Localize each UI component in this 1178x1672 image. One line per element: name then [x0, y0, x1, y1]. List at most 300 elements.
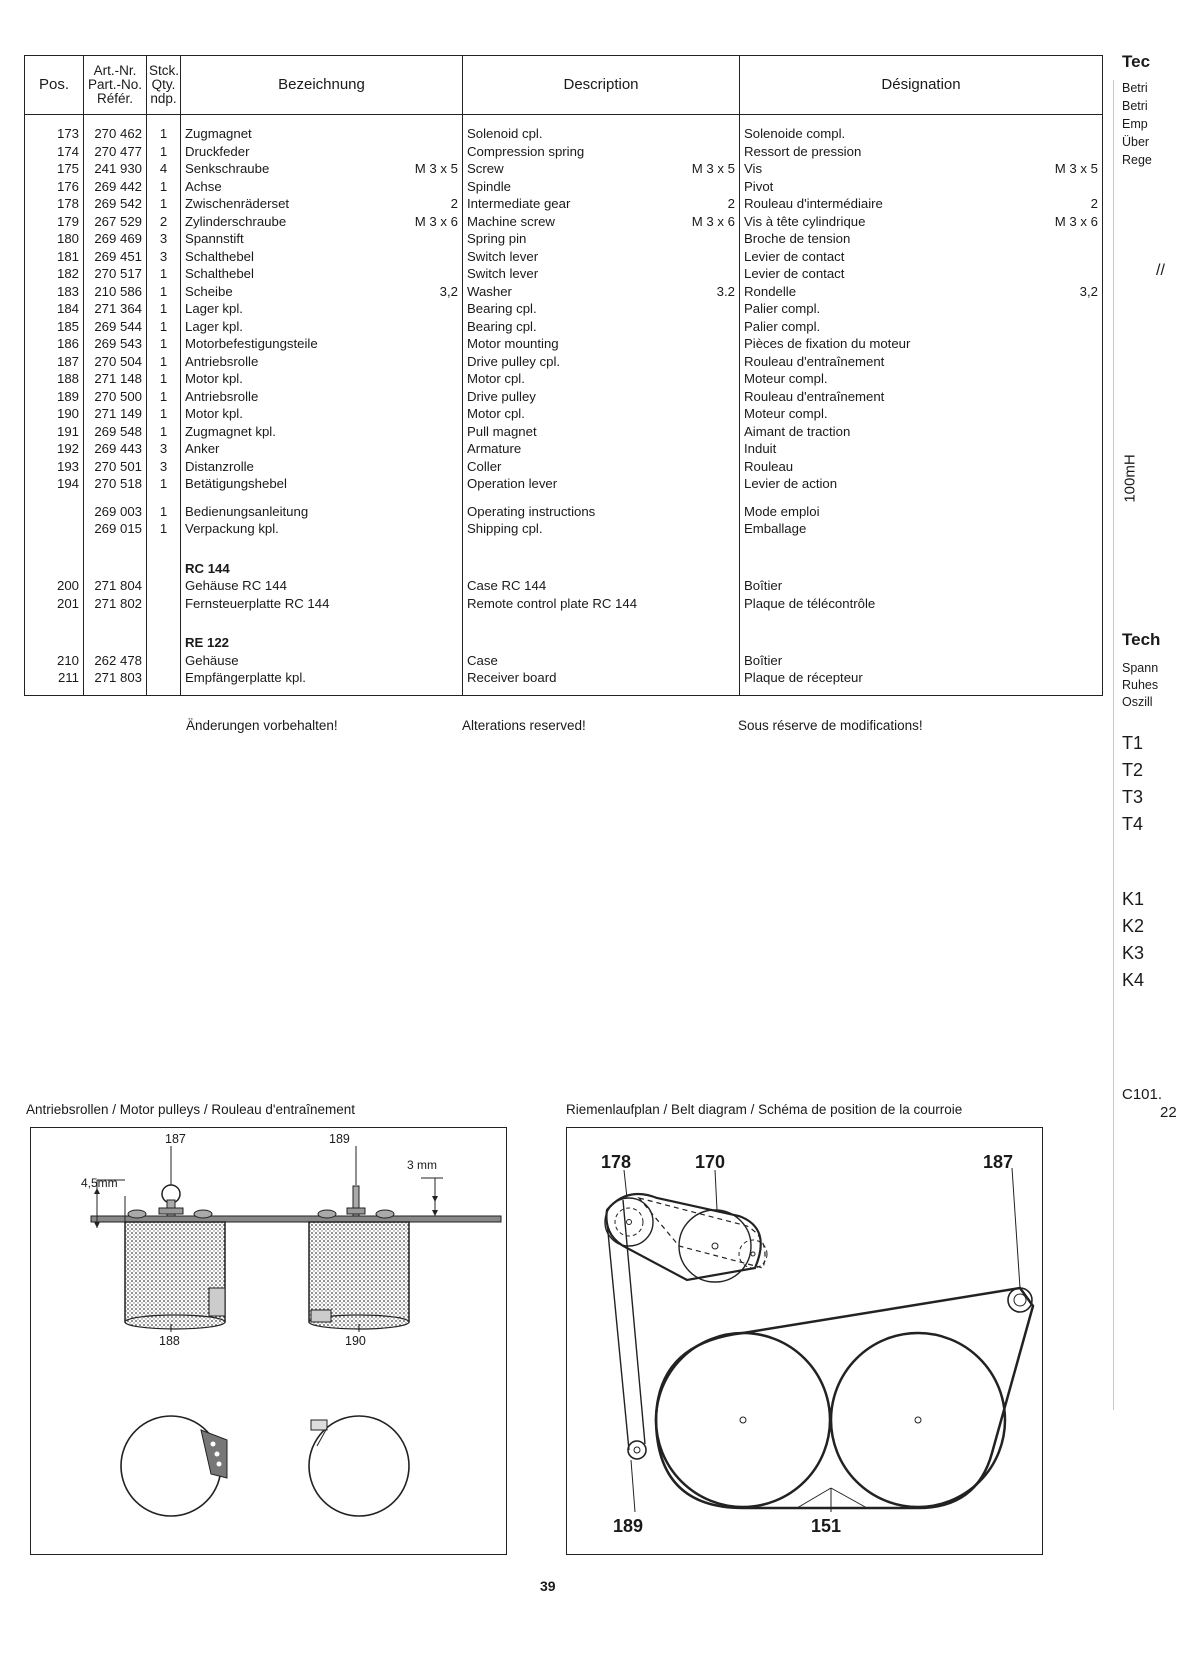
spacer-cell — [25, 538, 84, 560]
cell-designation-text: Moteur compl. — [744, 371, 828, 386]
strip-cap-label: C101. — [1122, 1086, 1163, 1103]
strip-heading-2: Tech — [1122, 630, 1161, 649]
spacer-cell — [740, 538, 1103, 560]
table-row — [25, 335, 1103, 353]
spacer-cell — [147, 115, 181, 126]
cell-bezeichnung-text: Motor kpl. — [185, 406, 243, 421]
table-row — [25, 595, 1103, 613]
cell-description-text: Drive pulley — [467, 388, 536, 404]
cell-qty — [147, 669, 181, 687]
cell-bezeichnung-spec: 3,2 — [439, 283, 458, 299]
strip-transistor: T1 — [1122, 733, 1144, 753]
cell-bezeichnung — [181, 318, 463, 336]
cell-designation — [740, 475, 1103, 493]
cell-designation — [740, 143, 1103, 161]
cell-qty: 1 — [147, 300, 181, 318]
cell-pos: 193 — [25, 458, 84, 476]
table-row — [25, 440, 1103, 458]
cell-description-spec: 3.2 — [716, 283, 735, 299]
cell-bezeichnung-text: Lager kpl. — [185, 301, 243, 316]
cell-designation: Mode emploi — [740, 503, 1103, 521]
cell-bezeichnung — [181, 440, 463, 458]
table-row — [25, 213, 1103, 231]
header-qty: Stck. Qty. ndp. — [147, 56, 181, 115]
cell-bezeichnung-text: Anker — [185, 441, 220, 456]
cell-art-nr: 269 451 — [84, 248, 147, 266]
cell-designation: Boîtier — [740, 577, 1103, 595]
cell-bezeichnung-text: Zugmagnet kpl. — [185, 423, 276, 439]
cell-pos: 184 — [25, 300, 84, 318]
header-art-nr: Art.-Nr. Part.-No. Référ. — [84, 56, 147, 115]
strip-line: Betri — [1122, 99, 1148, 113]
spacer-cell — [147, 538, 181, 560]
strip-line: Ruhes — [1122, 678, 1159, 692]
cell-pos: 183 — [25, 283, 84, 301]
strip-relay: K2 — [1122, 916, 1145, 936]
cell-bezeichnung — [181, 195, 463, 213]
reel-left — [656, 1333, 830, 1507]
cell-designation — [740, 248, 1103, 266]
table-row — [25, 475, 1103, 493]
cell-description-text: Screw — [467, 161, 504, 176]
cell-pos: 178 — [25, 195, 84, 213]
header-description: Description — [463, 56, 740, 115]
table-row — [25, 265, 1103, 283]
table-spacer-row — [25, 538, 1103, 560]
cell-bezeichnung-text: Distanzrolle — [185, 458, 254, 474]
empty-cell — [740, 634, 1103, 652]
cell-pos: 185 — [25, 318, 84, 336]
strip-transistor: T4 — [1122, 814, 1144, 834]
note-en: Alterations reserved! — [462, 718, 586, 733]
cell-pos: 192 — [25, 440, 84, 458]
cell-art-nr: 269 542 — [84, 195, 147, 213]
cell-description: Receiver board — [463, 669, 740, 687]
cell-qty — [147, 595, 181, 613]
cell-art-nr: 270 477 — [84, 143, 147, 161]
spacer-cell — [84, 687, 147, 696]
cell-art-nr: 269 469 — [84, 230, 147, 248]
cell-description-text: Bearing cpl. — [467, 318, 537, 334]
cell-qty: 1 — [147, 335, 181, 353]
strip-mark: // — [1156, 262, 1165, 279]
cell-art-nr: 271 149 — [84, 405, 147, 423]
cell-qty: 1 — [147, 423, 181, 441]
cell-bezeichnung — [181, 300, 463, 318]
cell-description-text: Pull magnet — [467, 423, 537, 439]
table-row — [25, 503, 1103, 521]
spacer-cell — [740, 687, 1103, 696]
table-row — [25, 195, 1103, 213]
empty-cell — [25, 560, 84, 578]
cell-description-text: Drive pulley cpl. — [467, 353, 561, 369]
dim-label-right: 3 mm — [407, 1158, 437, 1172]
cell-description — [463, 265, 740, 283]
cell-designation — [740, 388, 1103, 406]
cell-pos — [25, 503, 84, 521]
cell-bezeichnung-spec: 2 — [450, 196, 458, 211]
cell-art-nr: 262 478 — [84, 652, 147, 670]
cell-pos: 180 — [25, 230, 84, 248]
spacer-cell — [147, 493, 181, 503]
table-row — [25, 160, 1103, 178]
spacer-cell — [147, 612, 181, 634]
cell-description-text: Switch lever — [467, 248, 539, 264]
table-row — [25, 353, 1103, 371]
cell-description — [463, 335, 740, 353]
cell-description — [463, 178, 740, 196]
strip-line: Oszill — [1122, 695, 1153, 709]
cell-qty: 1 — [147, 405, 181, 423]
cell-art-nr: 270 500 — [84, 388, 147, 406]
table-row — [25, 178, 1103, 196]
group-title-row — [25, 634, 1103, 652]
belt-label-170: 170 — [695, 1152, 726, 1172]
table-row — [25, 248, 1103, 266]
cell-art-nr: 270 517 — [84, 265, 147, 283]
spacer-cell — [463, 115, 740, 126]
cell-designation-text: Levier de action — [744, 476, 838, 491]
cell-designation — [740, 213, 1103, 231]
cell-description: Remote control plate RC 144 — [463, 595, 740, 613]
group-title-row — [25, 560, 1103, 578]
cell-description — [463, 195, 740, 213]
strip-relay: K4 — [1122, 970, 1145, 990]
adjacent-page-strip — [1122, 0, 1178, 1672]
spacer-cell — [181, 115, 463, 126]
spacer-cell — [84, 493, 147, 503]
fig-pulleys-title: Antriebsrollen / Motor pulleys / Rouleau d'entraînement — [26, 1102, 356, 1117]
cell-designation-text: Rouleau d'entraînement — [744, 353, 885, 369]
label-189: 189 — [329, 1132, 350, 1146]
cell-qty: 1 — [147, 475, 181, 493]
cell-designation-text: Aimant de traction — [744, 423, 851, 439]
group-title: RE 122 — [181, 634, 463, 652]
cell-qty: 1 — [147, 370, 181, 388]
spacer-cell — [181, 612, 463, 634]
cell-bezeichnung-text: Lager kpl. — [185, 318, 243, 334]
cell-designation-text: Rouleau d'entraînement — [744, 388, 885, 404]
cell-qty: 3 — [147, 440, 181, 458]
cell-description-text: Operation lever — [467, 476, 558, 491]
cell-qty: 2 — [147, 213, 181, 231]
cell-bezeichnung — [181, 370, 463, 388]
cell-qty — [147, 577, 181, 595]
cell-bezeichnung-text: Spannstift — [185, 231, 244, 246]
spacer-cell — [181, 493, 463, 503]
group-title: RC 144 — [181, 560, 463, 578]
cell-designation-text: Levier de contact — [744, 266, 845, 281]
table-row — [25, 520, 1103, 538]
cell-designation — [740, 423, 1103, 441]
fig-belt-title: Riemenlaufplan / Belt diagram / Schéma de position de la courroie — [566, 1102, 963, 1117]
cell-art-nr: 270 504 — [84, 353, 147, 371]
cell-qty: 3 — [147, 248, 181, 266]
cell-art-nr: 269 544 — [84, 318, 147, 336]
label-188: 188 — [159, 1334, 180, 1348]
spacer-cell — [463, 687, 740, 696]
cell-pos: 174 — [25, 143, 84, 161]
cell-designation — [740, 335, 1103, 353]
cell-bezeichnung — [181, 335, 463, 353]
cell-art-nr: 271 148 — [84, 370, 147, 388]
cell-description — [463, 230, 740, 248]
table-row — [25, 669, 1103, 687]
table-row — [25, 405, 1103, 423]
cell-designation-text: Solenoide compl. — [744, 126, 846, 141]
mounting-plate — [91, 1216, 501, 1222]
header-bezeichnung: Bezeichnung — [181, 56, 463, 115]
cell-designation: Plaque de récepteur — [740, 669, 1103, 687]
strip-cap-value: 22 — [1160, 1104, 1177, 1121]
cell-bezeichnung — [181, 125, 463, 143]
cell-art-nr: 271 804 — [84, 577, 147, 595]
strip-transistor: T3 — [1122, 787, 1144, 807]
cell-description — [463, 423, 740, 441]
cell-bezeichnung-spec: M 3 x 6 — [414, 213, 458, 229]
spacer-cell — [740, 493, 1103, 503]
note-de: Änderungen vorbehalten! — [186, 718, 338, 733]
belt-label-151: 151 — [811, 1516, 842, 1536]
cell-art-nr: 271 802 — [84, 595, 147, 613]
cell-pos: 186 — [25, 335, 84, 353]
cell-bezeichnung: Gehäuse RC 144 — [181, 577, 463, 595]
cell-description-text: Machine screw — [467, 213, 555, 229]
cell-qty: 1 — [147, 125, 181, 143]
fig-belt-panel — [566, 1127, 1043, 1555]
cell-bezeichnung — [181, 265, 463, 283]
cell-pos — [25, 520, 84, 538]
strip-line: Emp — [1122, 117, 1148, 131]
main-belt — [656, 1288, 1033, 1508]
cell-designation-text: Vis à tête cylindrique — [744, 213, 866, 229]
cell-art-nr: 210 586 — [84, 283, 147, 301]
cell-designation-text: Induit — [744, 441, 777, 456]
cell-bezeichnung: Bedienungsanleitung — [181, 503, 463, 521]
cell-bezeichnung — [181, 388, 463, 406]
spacer-cell — [740, 115, 1103, 126]
cell-bezeichnung — [181, 230, 463, 248]
cell-bezeichnung — [181, 143, 463, 161]
leader-178 — [624, 1170, 627, 1198]
cell-designation-text: Levier de contact — [744, 248, 845, 264]
cell-bezeichnung-text: Antriebsrolle — [185, 388, 259, 404]
cell-designation — [740, 230, 1103, 248]
cell-bezeichnung: Fernsteuerplatte RC 144 — [181, 595, 463, 613]
cell-bezeichnung-text: Zylinderschraube — [185, 213, 287, 229]
cell-qty: 4 — [147, 160, 181, 178]
ring-right — [309, 1416, 409, 1516]
ring-left — [121, 1416, 227, 1516]
cell-bezeichnung-text: Schalthebel — [185, 248, 254, 264]
cell-bezeichnung-text: Motorbefestigungsteile — [185, 336, 318, 351]
cell-description — [463, 388, 740, 406]
cell-description — [463, 353, 740, 371]
table-row — [25, 143, 1103, 161]
cell-description-text: Bearing cpl. — [467, 301, 537, 316]
page-divider-line — [1113, 80, 1114, 1410]
cell-pos: 200 — [25, 577, 84, 595]
cell-pos: 173 — [25, 125, 84, 143]
cell-description — [463, 458, 740, 476]
cell-designation-text: Pièces de fixation du moteur — [744, 336, 911, 351]
cell-bezeichnung: Empfängerplatte kpl. — [181, 669, 463, 687]
spacer-cell — [84, 612, 147, 634]
cell-description-text: Spring pin — [467, 231, 527, 246]
cell-designation-spec: M 3 x 5 — [1054, 161, 1098, 176]
cell-qty: 3 — [147, 230, 181, 248]
table-spacer-row — [25, 612, 1103, 634]
cell-description-text: Coller — [467, 458, 502, 474]
table-row — [25, 125, 1103, 143]
dim-label-left: 4,5mm — [81, 1176, 118, 1190]
cell-description — [463, 248, 740, 266]
empty-cell — [25, 634, 84, 652]
cell-art-nr: 241 930 — [84, 160, 147, 178]
strip-transistor: T2 — [1122, 760, 1144, 780]
cell-bezeichnung — [181, 458, 463, 476]
cell-qty: 1 — [147, 195, 181, 213]
cell-art-nr: 269 543 — [84, 335, 147, 353]
cell-qty — [147, 652, 181, 670]
table-spacer-row — [25, 115, 1103, 126]
belt-label-178: 178 — [601, 1152, 632, 1172]
cell-pos: 201 — [25, 595, 84, 613]
cell-art-nr: 270 462 — [84, 125, 147, 143]
belt-drawing — [567, 1128, 1042, 1554]
spacer-cell — [84, 115, 147, 126]
cell-designation-text: Moteur compl. — [744, 406, 828, 421]
cell-designation-text: Rouleau d'intermédiaire — [744, 196, 883, 211]
cell-bezeichnung-text: Schalthebel — [185, 266, 254, 281]
cell-description-text: Compression spring — [467, 143, 585, 159]
cell-bezeichnung-text: Antriebsrolle — [185, 353, 259, 369]
pulleys-drawing — [31, 1128, 506, 1554]
cell-designation — [740, 353, 1103, 371]
cell-pos: 175 — [25, 160, 84, 178]
cell-art-nr: 269 548 — [84, 423, 147, 441]
table-header-row — [25, 56, 1103, 115]
table-row — [25, 300, 1103, 318]
cell-designation — [740, 405, 1103, 423]
empty-cell — [84, 634, 147, 652]
cell-pos: 179 — [25, 213, 84, 231]
cell-qty: 1 — [147, 353, 181, 371]
spacer-cell — [181, 687, 463, 696]
cell-designation — [740, 458, 1103, 476]
cell-description-spec: 2 — [727, 196, 735, 211]
label-187: 187 — [165, 1132, 186, 1146]
cell-designation — [740, 318, 1103, 336]
spacer-cell — [25, 115, 84, 126]
cell-description — [463, 440, 740, 458]
cell-description — [463, 125, 740, 143]
cell-description-text: Motor cpl. — [467, 406, 525, 421]
cell-description — [463, 405, 740, 423]
cell-bezeichnung — [181, 475, 463, 493]
cell-qty: 1 — [147, 520, 181, 538]
cell-pos: 190 — [25, 405, 84, 423]
cell-qty: 1 — [147, 318, 181, 336]
label-190: 190 — [345, 1334, 366, 1348]
cell-designation-spec: M 3 x 6 — [1054, 213, 1098, 229]
spacer-cell — [25, 612, 84, 634]
strip-inductor-label: 100mH — [1122, 454, 1139, 503]
cell-pos: 182 — [25, 265, 84, 283]
cell-bezeichnung — [181, 160, 463, 178]
gear-170 — [679, 1210, 767, 1282]
cell-art-nr: 269 003 — [84, 503, 147, 521]
cell-description-spec: M 3 x 5 — [691, 161, 735, 176]
leader-187 — [1012, 1168, 1020, 1288]
cell-bezeichnung-text: Druckfeder — [185, 143, 250, 159]
cell-qty: 1 — [147, 143, 181, 161]
spacer-cell — [25, 687, 84, 696]
cell-designation — [740, 370, 1103, 388]
cell-designation-text: Rondelle — [744, 283, 797, 299]
cell-pos: 191 — [25, 423, 84, 441]
spacer-cell — [463, 493, 740, 503]
cell-description-text: Intermediate gear — [467, 196, 571, 211]
spacer-cell — [463, 538, 740, 560]
cell-designation-text: Vis — [744, 161, 763, 176]
belt-label-189: 189 — [613, 1516, 644, 1536]
cell-qty: 1 — [147, 283, 181, 301]
cell-designation — [740, 195, 1103, 213]
cell-designation — [740, 283, 1103, 301]
cell-bezeichnung-text: Achse — [185, 178, 222, 194]
cell-description-text: Armature — [467, 441, 522, 456]
strip-relay: K1 — [1122, 889, 1145, 909]
cell-art-nr: 271 364 — [84, 300, 147, 318]
spacer-cell — [147, 687, 181, 696]
cell-art-nr: 267 529 — [84, 213, 147, 231]
cell-description — [463, 213, 740, 231]
table-row — [25, 370, 1103, 388]
cell-pos: 181 — [25, 248, 84, 266]
cell-description — [463, 160, 740, 178]
cell-pos: 194 — [25, 475, 84, 493]
table-row — [25, 230, 1103, 248]
cell-designation-text: Pivot — [744, 178, 774, 194]
cell-designation-text: Palier compl. — [744, 318, 821, 334]
motor-190 — [309, 1146, 443, 1332]
cell-bezeichnung — [181, 248, 463, 266]
pulley-189-drawing — [628, 1441, 646, 1459]
empty-cell — [147, 634, 181, 652]
motor-188 — [94, 1146, 225, 1332]
cell-bezeichnung: Gehäuse — [181, 652, 463, 670]
spacer-cell — [181, 538, 463, 560]
cell-designation — [740, 125, 1103, 143]
cell-qty: 1 — [147, 503, 181, 521]
cell-designation — [740, 178, 1103, 196]
cell-art-nr: 270 518 — [84, 475, 147, 493]
cell-bezeichnung-spec: M 3 x 5 — [414, 161, 458, 176]
header-pos: Pos. — [25, 56, 84, 115]
cell-qty: 1 — [147, 178, 181, 196]
cell-description-text: Switch lever — [467, 266, 539, 281]
cell-designation: Boîtier — [740, 652, 1103, 670]
table-row — [25, 318, 1103, 336]
leader-170 — [715, 1170, 717, 1210]
note-fr: Sous réserve de modifications! — [738, 718, 923, 733]
cell-art-nr: 271 803 — [84, 669, 147, 687]
cell-pos: 211 — [25, 669, 84, 687]
cell-bezeichnung — [181, 423, 463, 441]
cell-designation: Plaque de télécontrôle — [740, 595, 1103, 613]
empty-cell — [147, 560, 181, 578]
